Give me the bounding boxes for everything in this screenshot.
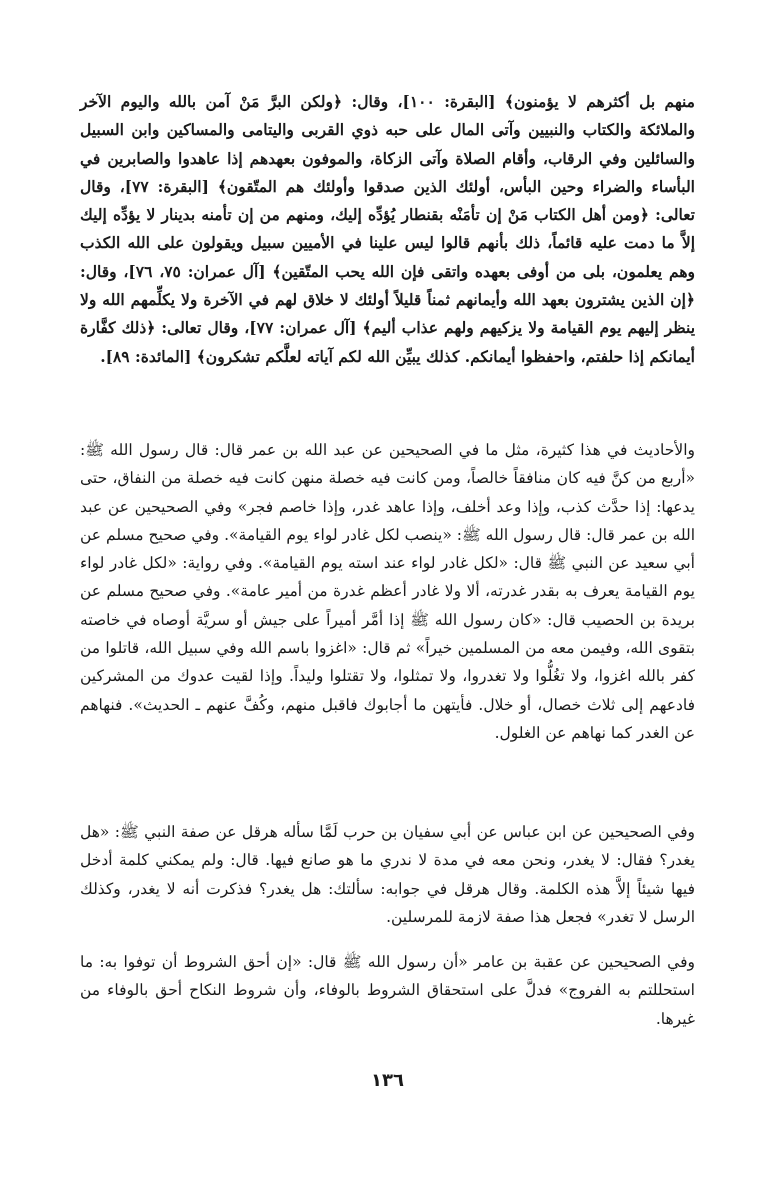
heraclius-paragraph: وفي الصحيحين عن ابن عباس عن أبي سفيان بن حرب لَمَّا سأله هرقل عن صفة النبي ﷺ: «هل يغدر؟ فقال: لا يغدر، ونحن معه في مدة لا ندري ما هو صانع فيها. قال: ولم يمكني كلمة أدخل فيها شيئاً إلاَّ هذه الكلمة. وقال هرقل في جوابه: سألتك: هل يغدر؟ فذكرت أنه لا يغدر، وكذلك الرسل لا تغدر» فجعل هذا صفة لازمة للمرسلين. bbox=[80, 823, 695, 926]
hadith-paragraph: والأحاديث في هذا كثيرة، مثل ما في الصحيحين عن عبد الله بن عمر قال: قال رسول الله ﷺ: «أربع من كنَّ فيه كان منافقاً خالصاً، ومن كانت فيه خصلة منهن كانت فيه خصلة من النفاق، حتى يدعها: إذا حدَّث كذب، وإذا وعد أخلف، وإذا عاهد غدر، وإذا خاصم فجر» وفي الصحيحين عن عبد الله بن عمر قال: قال رسول الله ﷺ: «ينصب لكل غادر لواء يوم القيامة». وفي صحيح مسلم عن أبي سعيد عن النبي ﷺ قال: «لكل غادر لواء عند استه يوم القيامة». وفي رواية: «لكل غادر لواء يوم القيامة يعرف به بقدر غدرته، ألا ولا غادر أعظم غدرة من أمير عامة». وفي صحيح مسلم عن بريدة بن الحصيب قال: «كان رسول الله ﷺ إذا أمَّر أميراً على جيش أو سريَّة أوصاه في خاصته بتقوى الله، وفيمن معه من المسلمين خيراً» ثم قال: «اغزوا باسم الله وفي سبيل الله، قاتلوا من كفر بالله اغزوا، ولا تغُلُّوا ولا تغدروا، ولا تمثلوا، ولا تقتلوا وليداً. وإذا لقيت عدوك من المشركين فادعهم إلى ثلاث خصال، أو خلال. فأيتهن ما أجابوك فاقبل منهم، وكُفَّ عنهم ـ الحديث». فنهاهم عن الغدر كما نهاهم عن الغلول. bbox=[80, 441, 695, 742]
conditions-paragraph: وفي الصحيحين عن عقبة بن عامر «أن رسول الله ﷺ قال: «إن أحق الشروط أن توفوا به: ما استحللتم به الفروج» فدلَّ على استحقاق الشروط بالوفاء، وأن شروط النكاح أحق بالوفاء من غيرها. bbox=[80, 953, 695, 1028]
page-body bbox=[80, 88, 696, 1091]
page-number: ١٣٦ bbox=[371, 1070, 404, 1091]
quran-citations-paragraph: منهم بل أكثرهم لا يؤمنون﴾ [البقرة: ١٠٠]، وقال: ﴿ولكن البرَّ مَنْ آمن بالله واليوم الآخر والملائكة والكتاب والنبيين وآتى المال على حبه ذوي القربى واليتامى والمساكين وابن السبيل والسائلين وفي الرقاب، وأقام الصلاة وآتى الزكاة، والموفون بعهدهم إذا عاهدوا والصابرين في البأساء والضراء وحين البأس، أولئك الذين صدقوا وأولئك هم المتّقون﴾ [البقرة: ٧٧]، وقال تعالى: ﴿ومن أهل الكتاب مَنْ إن تأمَنْه بقنطار يُؤدِّه إليك، ومنهم من إن تأمنه بدينار لا يؤدِّه إليك إلاَّ ما دمت عليه قائماً، ذلك بأنهم قالوا ليس علينا في الأميين سبيل ويقولون على الله الكذب وهم يعلمون، بلى من أوفى بعهده واتقى فإن الله يحب المتّقين﴾ [آل عمران: ٧٥، ٧٦]، وقال: ﴿إن الذين يشترون بعهد الله وأيمانهم ثمناً قليلاً أولئك لا خلاق لهم في الآخرة ولا يكلِّمهم الله ولا ينظر إليهم يوم القيامة ولا يزكيهم ولهم عذاب أليم﴾ [آل عمران: ٧٧]، وقال تعالى: ﴿ذلك كفَّارة أيمانكم إذا حلفتم، واحفظوا أيمانكم. كذلك يبيِّن الله لكم آياته لعلَّكم تشكرون﴾ [المائدة: ٨٩]. bbox=[80, 92, 696, 366]
